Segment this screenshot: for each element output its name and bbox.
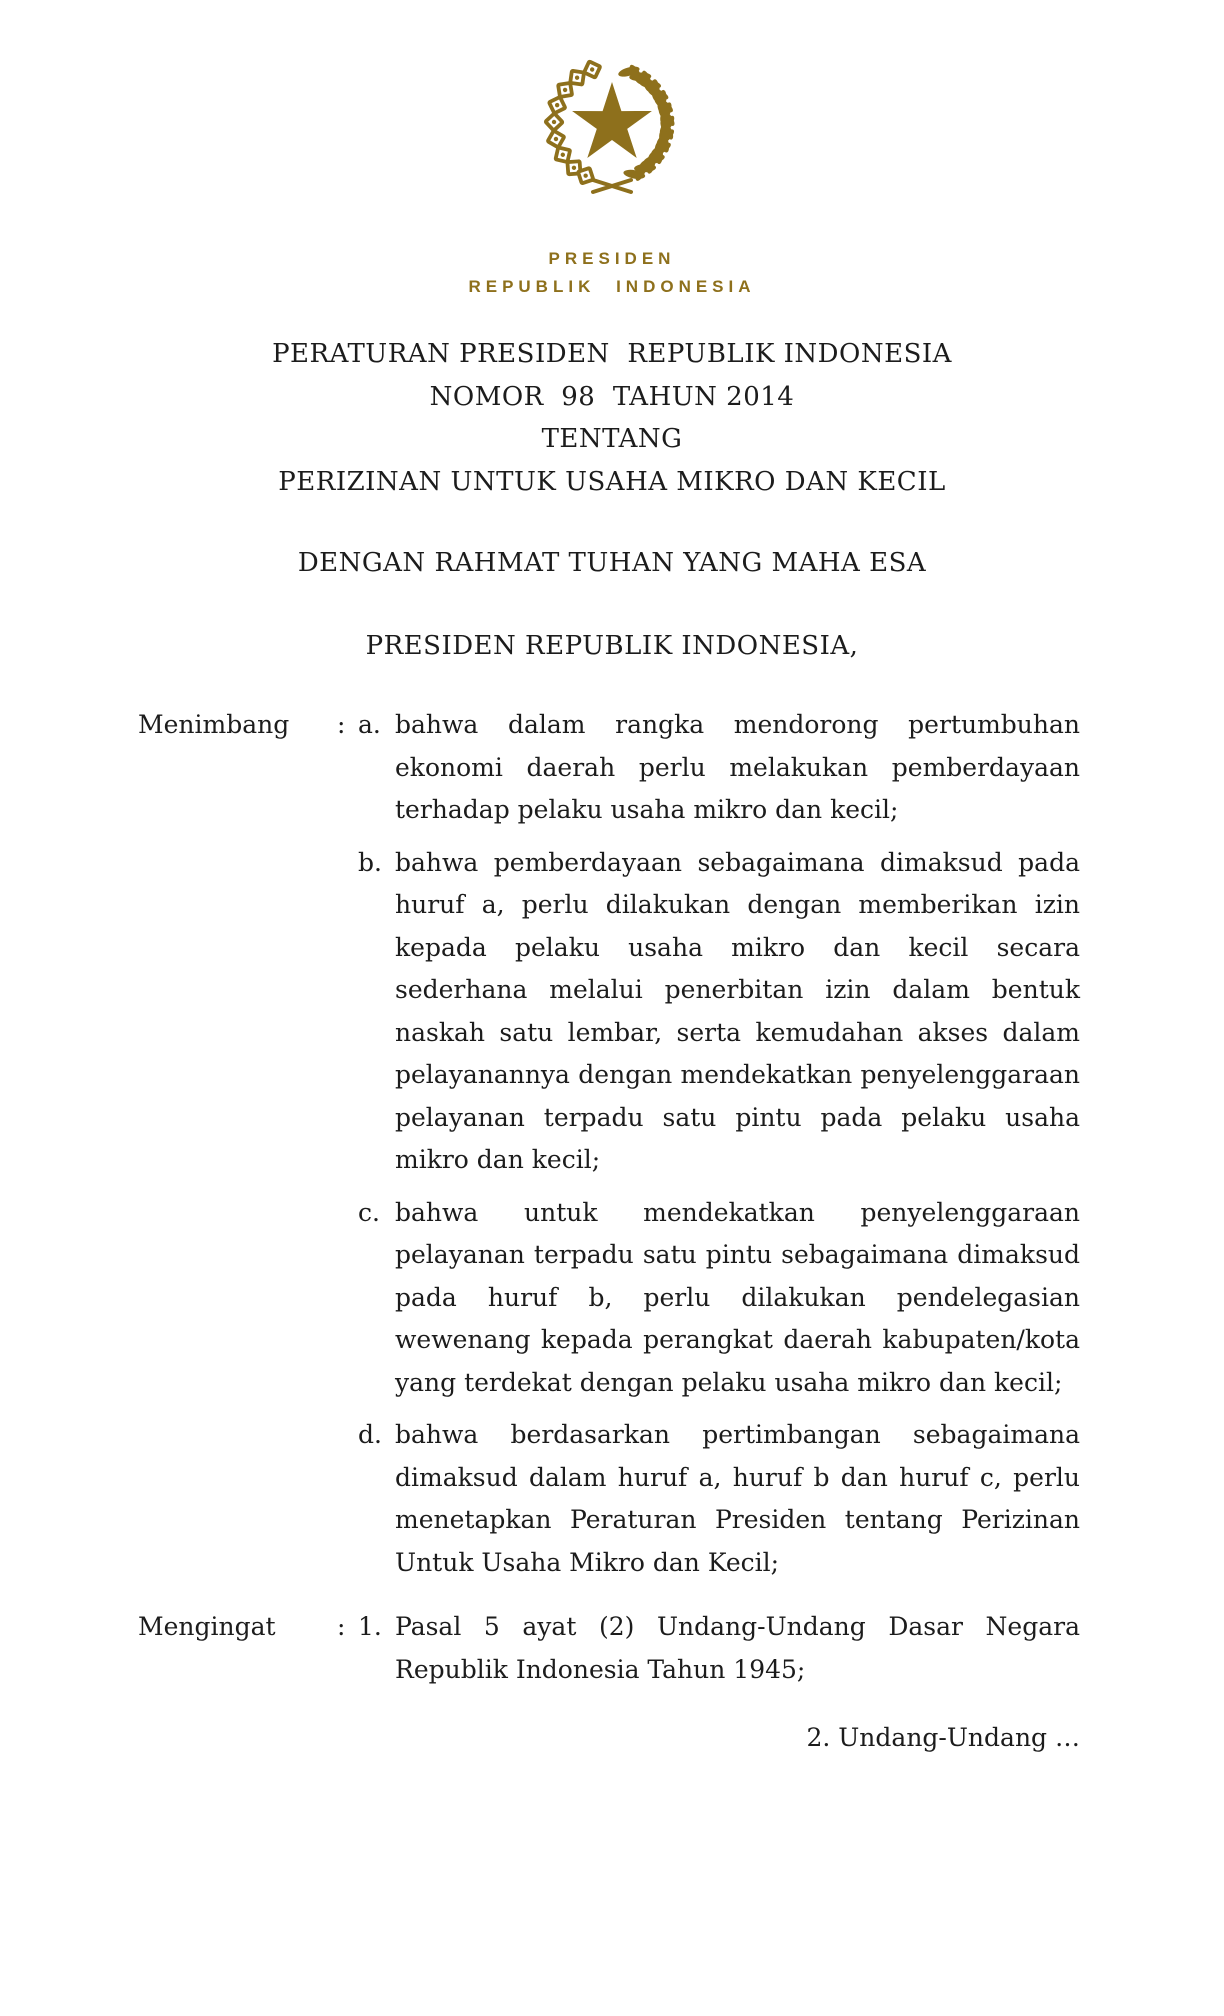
- star-icon: [572, 82, 652, 158]
- catchword: 2. Undang-Undang …: [806, 1723, 1080, 1752]
- item-marker: a.: [358, 710, 381, 739]
- letterhead-line-1: PRESIDEN: [548, 249, 676, 268]
- title-number-line: NOMOR 98 TAHUN 2014: [429, 381, 795, 412]
- recalling-label: Mengingat: [138, 1612, 276, 1641]
- item-text: Pasal 5 ayat (2) Undang-Undang Dasar Negara Republik Indonesia Tahun 1945;: [395, 1612, 1080, 1684]
- recalling-items: [358, 1606, 1080, 1691]
- title-subject-line: PERIZINAN UNTUK USAHA MIKRO DAN KECIL: [278, 466, 946, 497]
- title-regulation-line: PERATURAN PRESIDEN REPUBLIK INDONESIA: [272, 339, 952, 369]
- considering-item-a: [358, 704, 1080, 832]
- considering-items: [358, 704, 1080, 1584]
- considering-item-d: [358, 1414, 1080, 1584]
- recalling-section: [0, 1606, 1224, 1691]
- considering-section: [0, 704, 1224, 1584]
- letterhead: [0, 245, 1224, 301]
- considering-item-b: [358, 842, 1080, 1182]
- considering-item-c: [358, 1192, 1080, 1405]
- invocation-line: DENGAN RAHMAT TUHAN YANG MAHA ESA: [297, 548, 927, 578]
- recalling-item-1: [358, 1606, 1080, 1691]
- item-marker: c.: [358, 1197, 380, 1227]
- considering-label: Menimbang: [138, 710, 290, 739]
- item-text: bahwa berdasarkan pertimbangan sebagaimana dimaksud dalam huruf a, huruf b dan huruf c, perlu menetapkan Peraturan Presiden tentang Perizinan Untuk Usaha Mikro dan Kecil;: [395, 1420, 1080, 1577]
- item-text: bahwa pemberdayaan sebagaimana dimaksud pada huruf a, perlu dilakukan dengan memberikan izin kepada pelaku usaha mikro dan kecil secara sederhana melalui penerbitan izin dalam bentuk naskah satu lembar, serta kemudahan akses dalam pelayanannya dengan mendekatkan penyelenggaraan pelayanan terpadu satu pintu pada pelaku usaha mikro dan kecil;: [395, 847, 1080, 1174]
- item-marker: b.: [358, 847, 382, 877]
- item-text: bahwa untuk mendekatkan penyelenggaraan pelayanan terpadu satu pintu sebagaimana dimaksud pada huruf b, perlu dilakukan pendelegasian wewenang kepada perangkat daerah kabupaten/kota yang terdekat dengan pelaku usaha mikro dan kecil;: [395, 1197, 1080, 1397]
- item-marker: d.: [358, 1420, 382, 1449]
- presidential-seal-icon: [532, 48, 692, 203]
- item-text: bahwa dalam rangka mendorong pertumbuhan ekonomi daerah perlu melakukan pemberdayaan terhadap pelaku usaha mikro dan kecil;: [395, 710, 1080, 824]
- item-marker: 1.: [358, 1612, 382, 1641]
- authority-line: PRESIDEN REPUBLIK INDONESIA,: [365, 630, 859, 661]
- title-tentang-line: TENTANG: [541, 424, 683, 454]
- letterhead-line-2: REPUBLIK INDONESIA: [468, 277, 756, 296]
- considering-colon: :: [337, 710, 346, 739]
- recalling-colon: :: [337, 1612, 346, 1641]
- document-title: [0, 333, 1224, 503]
